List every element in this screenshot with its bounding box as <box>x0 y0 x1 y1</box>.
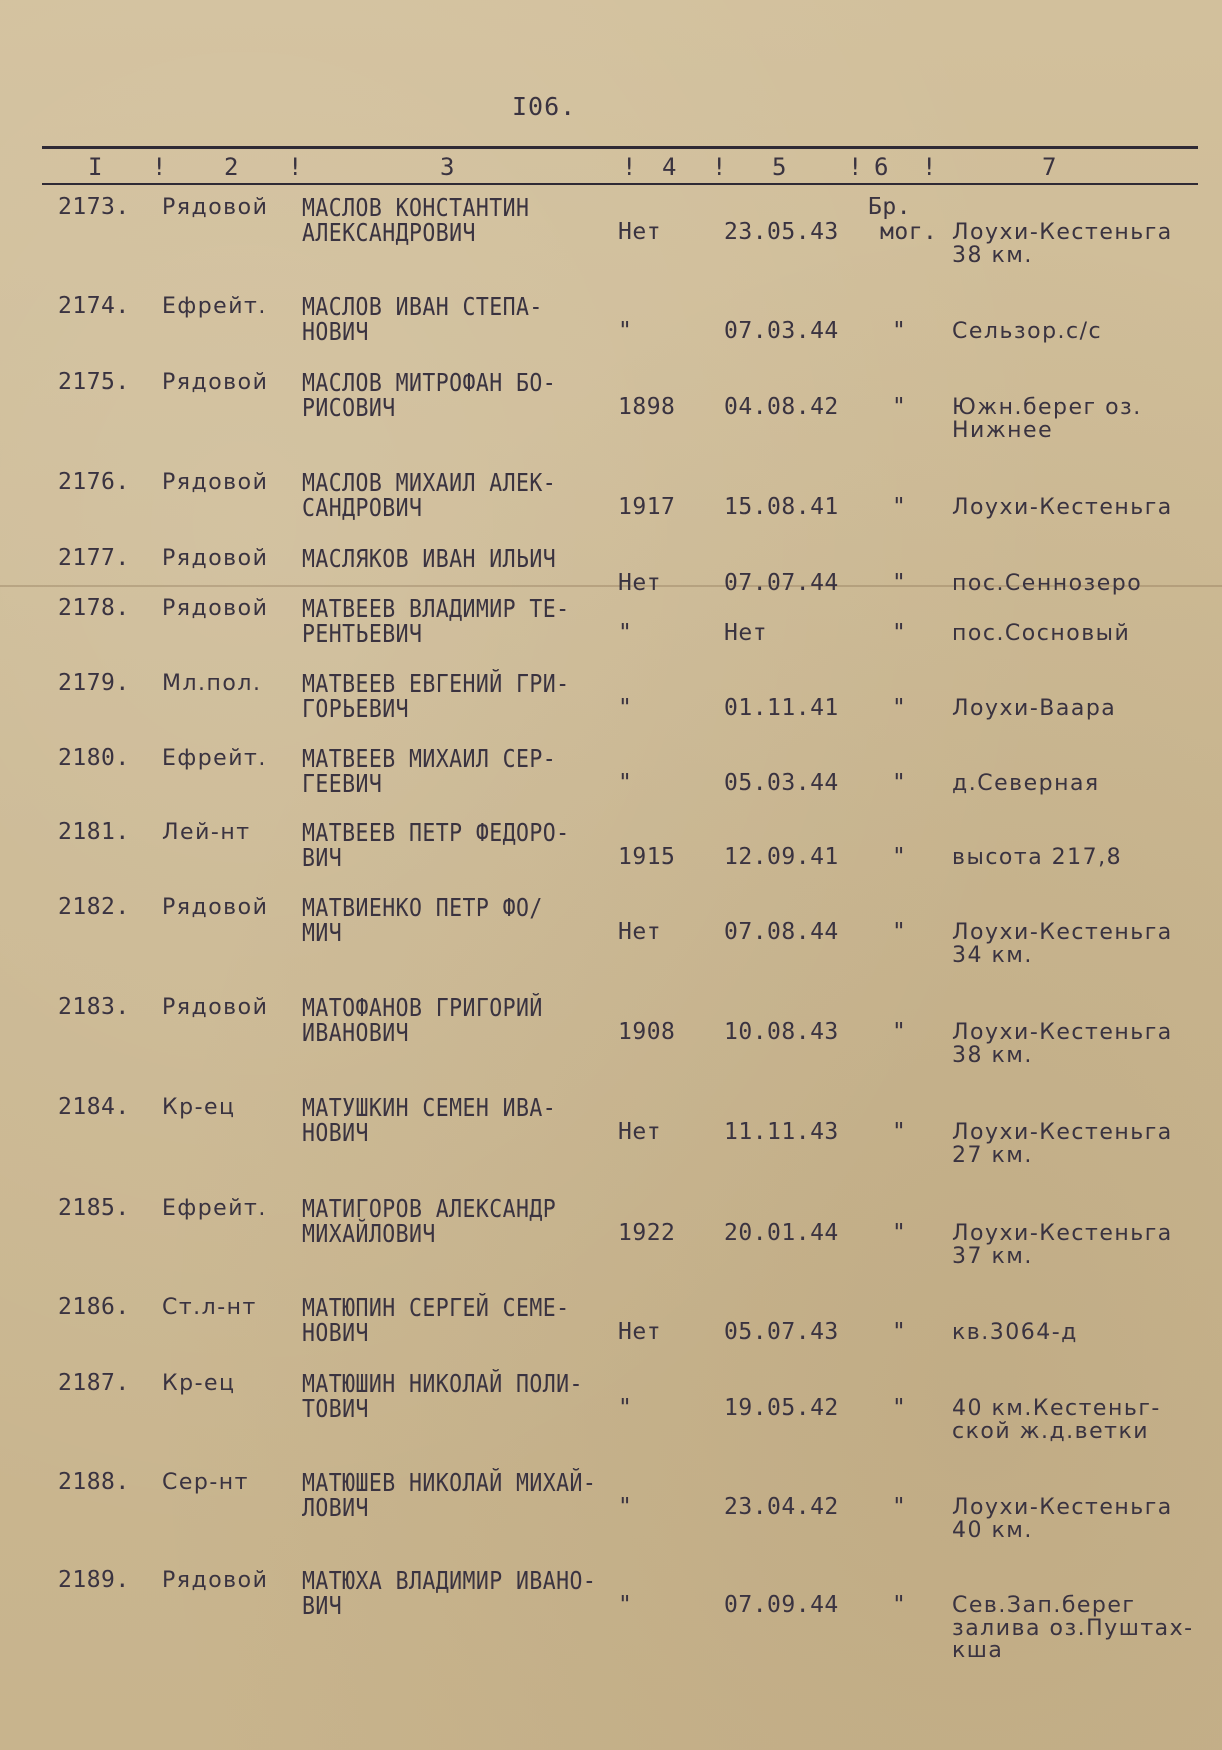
col-divider: ! <box>622 153 637 181</box>
place-line: Южн.берег оз. <box>952 395 1142 420</box>
burial-type <box>892 920 906 945</box>
death-date: 01.11.41 <box>724 695 839 721</box>
name-line: РЕНТЬЕВИЧ <box>302 619 423 648</box>
full-name <box>302 195 529 245</box>
rank: Лей-нт <box>162 820 251 845</box>
death-date: 07.07.44 <box>724 570 839 596</box>
name-line: МАТЮПИН СЕРГЕЙ СЕМЕ- <box>302 1293 570 1322</box>
burial-line: Бр. <box>868 194 912 220</box>
rank: Ефрейт. <box>162 746 267 771</box>
birth-year: " <box>618 1494 633 1520</box>
full-name <box>302 370 556 420</box>
col-header-6: 6 <box>874 153 889 181</box>
death-date: 11.11.43 <box>724 1119 839 1145</box>
burial-line: " <box>892 844 907 870</box>
name-line: НОВИЧ <box>302 1318 369 1347</box>
place-line: Лоухи-Кестеньга <box>952 1120 1173 1145</box>
record-number: 2180. <box>58 745 130 771</box>
burial-place <box>952 845 1122 870</box>
place-line: Сельзор.с/с <box>952 319 1103 344</box>
col-divider: ! <box>152 153 167 181</box>
place-line: Сев.Зап.берег <box>952 1593 1136 1618</box>
place-line: ской ж.д.ветки <box>952 1419 1150 1444</box>
burial-type <box>892 1120 906 1145</box>
name-line: ЛОВИЧ <box>302 1493 369 1522</box>
table-row <box>0 995 1222 1085</box>
record-number: 2181. <box>58 819 130 845</box>
burial-line: " <box>892 1494 907 1520</box>
rank: Мл.пол. <box>162 671 262 696</box>
name-line: МАТЮХА ВЛАДИМИР ИВАНО- <box>302 1566 597 1595</box>
burial-type <box>892 771 906 796</box>
burial-type <box>892 845 906 870</box>
burial-line: " <box>892 770 907 796</box>
place-line: залива оз.Пуштах- <box>952 1616 1194 1641</box>
burial-place <box>952 1320 1078 1345</box>
death-date: 04.08.42 <box>724 394 839 420</box>
rank: Ефрейт. <box>162 1196 267 1221</box>
birth-year: " <box>618 1592 633 1618</box>
burial-type <box>892 1593 906 1618</box>
full-name <box>302 1196 556 1246</box>
burial-place <box>952 1120 1173 1167</box>
death-date: 07.08.44 <box>724 919 839 945</box>
death-date: 20.01.44 <box>724 1220 839 1246</box>
header-rule-bottom <box>42 183 1198 185</box>
col-divider: ! <box>922 153 937 181</box>
name-line: ТОВИЧ <box>302 1394 369 1423</box>
birth-year: 1917 <box>618 494 676 520</box>
full-name <box>302 1568 596 1618</box>
burial-type <box>892 495 906 520</box>
burial-line: " <box>892 494 907 520</box>
burial-line: " <box>892 1220 907 1246</box>
rank: Рядовой <box>162 1568 269 1593</box>
name-line: НОВИЧ <box>302 1118 369 1147</box>
name-line: МАСЛОВ МИТРОФАН БО- <box>302 368 557 397</box>
place-line: Нижнее <box>952 418 1054 443</box>
rank: Ст.л-нт <box>162 1295 257 1320</box>
name-line: МИЧ <box>302 918 343 947</box>
table-row <box>0 195 1222 285</box>
burial-place <box>952 920 1173 967</box>
burial-type <box>892 1320 906 1345</box>
place-line: Лоухи-Кестеньга <box>952 1020 1173 1045</box>
name-line: МАСЛОВ КОНСТАНТИН <box>302 193 530 222</box>
death-date: 10.08.43 <box>724 1019 839 1045</box>
birth-year: 1898 <box>618 394 676 420</box>
burial-place <box>952 1593 1194 1662</box>
name-line: МИХАЙЛОВИЧ <box>302 1219 436 1248</box>
burial-type <box>892 1020 906 1045</box>
rank: Кр-ец <box>162 1371 236 1396</box>
birth-year: Нет <box>618 1119 662 1145</box>
burial-place <box>952 220 1173 267</box>
burial-type <box>892 621 906 646</box>
place-line: пос.Сеннозеро <box>952 571 1143 596</box>
full-name <box>302 746 556 796</box>
place-line: д.Северная <box>952 771 1100 796</box>
burial-type <box>892 696 906 721</box>
record-number: 2174. <box>58 293 130 319</box>
rank: Рядовой <box>162 546 269 571</box>
full-name <box>302 470 556 520</box>
record-number: 2189. <box>58 1567 130 1593</box>
place-line: 38 км. <box>952 243 1033 268</box>
col-header-2: 2 <box>224 153 239 181</box>
burial-line: " <box>892 570 907 596</box>
place-line: 40 км. <box>952 1518 1033 1543</box>
record-number: 2178. <box>58 595 130 621</box>
record-number: 2184. <box>58 1094 130 1120</box>
place-line: 34 км. <box>952 943 1033 968</box>
death-date: 23.05.43 <box>724 219 839 245</box>
birth-year: 1908 <box>618 1019 676 1045</box>
birth-year: " <box>618 620 633 646</box>
record-number: 2187. <box>58 1370 130 1396</box>
place-line: Лоухи-Кестеньга <box>952 220 1173 245</box>
place-line: Лоухи-Кестеньга <box>952 1221 1173 1246</box>
col-header-7: 7 <box>1042 153 1057 181</box>
birth-year: " <box>618 318 633 344</box>
name-line: МАСЛЯКОВ ИВАН ИЛЬИЧ <box>302 544 557 573</box>
birth-year: Нет <box>618 919 662 945</box>
rank: Рядовой <box>162 470 269 495</box>
full-name <box>302 596 569 646</box>
death-date: Нет <box>724 620 768 646</box>
burial-type <box>892 571 906 596</box>
record-number: 2176. <box>58 469 130 495</box>
table-row <box>0 370 1222 460</box>
table-row <box>0 1470 1222 1560</box>
burial-line: " <box>892 620 907 646</box>
name-line: МАТЮШИН НИКОЛАЙ ПОЛИ- <box>302 1369 583 1398</box>
full-name <box>302 1295 569 1345</box>
name-line: ВИЧ <box>302 843 343 872</box>
burial-type <box>892 1221 906 1246</box>
burial-place <box>952 395 1142 442</box>
place-line: кв.3064-д <box>952 1320 1078 1345</box>
birth-year: " <box>618 1395 633 1421</box>
name-line: ИВАНОВИЧ <box>302 1018 410 1047</box>
rank: Сер-нт <box>162 1470 249 1495</box>
burial-place <box>952 1396 1161 1443</box>
name-line: МАТВЕЕВ ПЕТР ФЕДОРО- <box>302 818 570 847</box>
col-header-5: 5 <box>772 153 787 181</box>
burial-line: мог. <box>880 219 938 245</box>
rank: Ефрейт. <box>162 294 267 319</box>
col-divider: ! <box>288 153 303 181</box>
record-number: 2175. <box>58 369 130 395</box>
burial-type <box>892 319 906 344</box>
rank: Кр-ец <box>162 1095 236 1120</box>
place-line: Лоухи-Кестеньга <box>952 920 1173 945</box>
place-line: 37 км. <box>952 1244 1033 1269</box>
place-line: Лоухи-Ваара <box>952 696 1117 721</box>
death-date: 23.04.42 <box>724 1494 839 1520</box>
place-line: 27 км. <box>952 1143 1033 1168</box>
burial-type <box>868 195 937 245</box>
name-line: МАТИГОРОВ АЛЕКСАНДР <box>302 1194 557 1223</box>
table-row <box>0 1196 1222 1286</box>
table-row <box>0 895 1222 985</box>
burial-line: " <box>892 394 907 420</box>
burial-line: " <box>892 695 907 721</box>
record-number: 2177. <box>58 545 130 571</box>
death-date: 07.03.44 <box>724 318 839 344</box>
name-line: МАТВЕЕВ ВЛАДИМИР ТЕ- <box>302 594 570 623</box>
rank: Рядовой <box>162 195 269 220</box>
col-divider: ! <box>712 153 727 181</box>
burial-line: " <box>892 1395 907 1421</box>
record-number: 2173. <box>58 194 130 220</box>
name-line: РИСОВИЧ <box>302 393 396 422</box>
burial-type <box>892 1495 906 1520</box>
full-name <box>302 1470 596 1520</box>
full-name <box>302 1371 583 1421</box>
burial-line: " <box>892 919 907 945</box>
name-line: НОВИЧ <box>302 317 369 346</box>
name-line: МАТОФАНОВ ГРИГОРИЙ <box>302 993 543 1022</box>
place-line: Лоухи-Кестеньга <box>952 1495 1173 1520</box>
name-line: МАТУШКИН СЕМЕН ИВА- <box>302 1093 557 1122</box>
table-row <box>0 1566 1222 1663</box>
death-date: 15.08.41 <box>724 494 839 520</box>
burial-place <box>952 1221 1173 1268</box>
burial-type <box>892 395 906 420</box>
burial-line: " <box>892 1592 907 1618</box>
place-line: высота 217,8 <box>952 845 1123 870</box>
rank: Рядовой <box>162 895 269 920</box>
table-row <box>0 1095 1222 1185</box>
name-line: МАСЛОВ МИХАИЛ АЛЕК- <box>302 468 557 497</box>
death-date: 07.09.44 <box>724 1592 839 1618</box>
record-number: 2182. <box>58 894 130 920</box>
death-date: 19.05.42 <box>724 1395 839 1421</box>
record-number: 2188. <box>58 1469 130 1495</box>
birth-year: 1922 <box>618 1220 676 1246</box>
place-line: 40 км.Кестеньг- <box>952 1396 1161 1421</box>
col-divider: ! <box>848 153 863 181</box>
birth-year: Нет <box>618 1319 662 1345</box>
record-number: 2179. <box>58 670 130 696</box>
place-line: пос.Сосновый <box>952 621 1131 646</box>
name-line: ГЕЕВИЧ <box>302 769 383 798</box>
death-date: 12.09.41 <box>724 844 839 870</box>
name-line: ВИЧ <box>302 1591 343 1620</box>
full-name <box>302 895 543 945</box>
col-header-1: I <box>88 153 103 181</box>
record-number: 2183. <box>58 994 130 1020</box>
place-line: кша <box>952 1638 1004 1663</box>
burial-place <box>952 495 1173 520</box>
burial-line: " <box>892 1119 907 1145</box>
header-rule-top <box>42 146 1198 149</box>
burial-place <box>952 319 1102 344</box>
name-line: МАТВЕЕВ МИХАИЛ СЕР- <box>302 744 557 773</box>
burial-place <box>952 1495 1173 1542</box>
death-date: 05.07.43 <box>724 1319 839 1345</box>
full-name <box>302 820 569 870</box>
name-line: МАСЛОВ ИВАН СТЕПА- <box>302 292 543 321</box>
full-name <box>302 1095 556 1145</box>
record-number: 2185. <box>58 1195 130 1221</box>
name-line: МАТВЕЕВ ЕВГЕНИЙ ГРИ- <box>302 669 570 698</box>
name-line: САНДРОВИЧ <box>302 493 423 522</box>
birth-year: 1915 <box>618 844 676 870</box>
birth-year: " <box>618 770 633 796</box>
full-name <box>302 671 569 721</box>
burial-line: " <box>892 1019 907 1045</box>
col-header-4: 4 <box>662 153 677 181</box>
burial-type <box>892 1396 906 1421</box>
rank: Рядовой <box>162 370 269 395</box>
burial-place <box>952 1020 1173 1067</box>
record-number: 2186. <box>58 1294 130 1320</box>
col-header-3: 3 <box>440 153 455 181</box>
rank: Рядовой <box>162 995 269 1020</box>
name-line: ГОРЬЕВИЧ <box>302 694 410 723</box>
place-line: 38 км. <box>952 1043 1033 1068</box>
name-line: МАТВИЕНКО ПЕТР ФО/ <box>302 893 543 922</box>
burial-place <box>952 696 1116 721</box>
page-number: I06. <box>512 92 577 121</box>
table-row <box>0 1371 1222 1461</box>
name-line: МАТЮШЕВ НИКОЛАЙ МИХАЙ- <box>302 1468 597 1497</box>
burial-place <box>952 771 1100 796</box>
full-name <box>302 995 543 1045</box>
full-name <box>302 546 556 571</box>
rank: Рядовой <box>162 596 269 621</box>
burial-line: " <box>892 318 907 344</box>
burial-line: " <box>892 1319 907 1345</box>
burial-place <box>952 571 1142 596</box>
name-line: АЛЕКСАНДРОВИЧ <box>302 218 476 247</box>
full-name <box>302 294 543 344</box>
death-date: 05.03.44 <box>724 770 839 796</box>
birth-year: " <box>618 695 633 721</box>
place-line: Лоухи-Кестеньга <box>952 495 1173 520</box>
birth-year: Нет <box>618 219 662 245</box>
birth-year: Нет <box>618 570 662 596</box>
burial-place <box>952 621 1130 646</box>
